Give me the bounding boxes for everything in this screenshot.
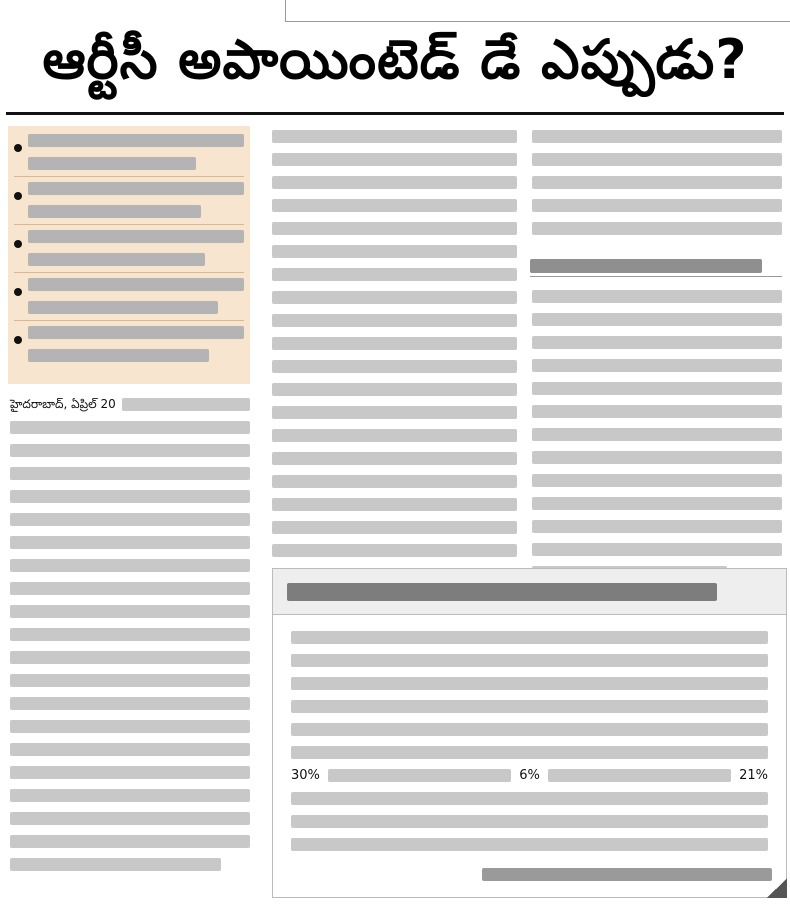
highlight-item [14, 177, 244, 225]
percent-row [291, 769, 768, 782]
bullet-icon [14, 144, 22, 152]
percent-value: 21% [739, 768, 768, 783]
percent-value: 6% [519, 768, 540, 783]
column-3-text-bottom [532, 290, 782, 589]
boxed-story [272, 568, 787, 898]
bullet-icon [14, 240, 22, 248]
bullet-icon [14, 336, 22, 344]
percent-value: 30% [291, 768, 320, 783]
highlight-item [14, 273, 244, 321]
column-2-text [272, 130, 517, 567]
boxed-story-heading [273, 569, 786, 615]
column-3-subheading [530, 256, 782, 277]
column-3-text-top [532, 130, 782, 245]
highlights-box [8, 126, 250, 384]
highlight-item [14, 129, 244, 177]
headline: ఆర్టీసీ అపాయింటెడ్ డే ఎప్పుడు? [42, 27, 748, 91]
column-1-text [10, 398, 250, 881]
dateline: హైదరాబాద్, ఏప్రిల్ 20 [10, 397, 116, 411]
signature-line [482, 868, 772, 881]
highlight-item [14, 321, 244, 368]
bullet-icon [14, 192, 22, 200]
headline-separator [6, 112, 784, 115]
corner-fold-icon [767, 878, 787, 898]
bullet-icon [14, 288, 22, 296]
highlight-item [14, 225, 244, 273]
top-border [285, 0, 790, 22]
